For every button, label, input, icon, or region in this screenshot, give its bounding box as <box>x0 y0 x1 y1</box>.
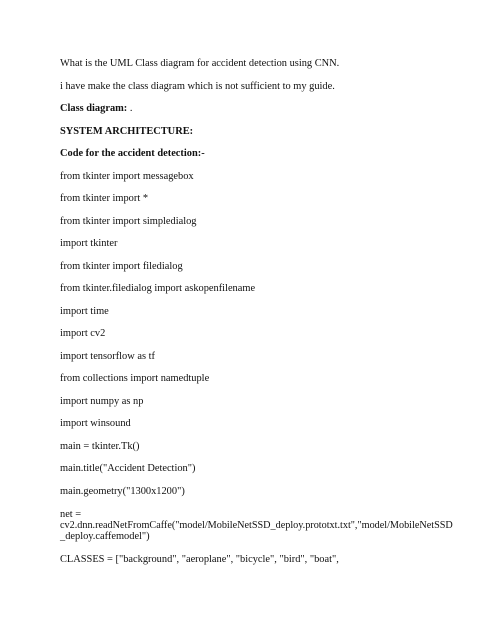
code-line: import tensorflow as tf <box>60 351 155 362</box>
class-diagram-heading <box>60 103 132 115</box>
code-line: import tkinter <box>60 238 118 249</box>
code-line: import winsound <box>60 418 131 429</box>
code-line: main.title("Accident Detection") <box>60 463 196 474</box>
question-text: What is the UML Class diagram for accident detection using CNN. <box>60 58 340 69</box>
code-line: from collections import namedtuple <box>60 373 210 384</box>
class-diagram-label: Class diagram: <box>60 103 128 114</box>
code-line: from tkinter import simpledialog <box>60 216 197 227</box>
classes-line: CLASSES = ["background", "aeroplane", "bicycle", "bird", "boat", <box>60 554 339 565</box>
system-architecture-heading: SYSTEM ARCHITECTURE: <box>60 126 194 137</box>
code-line: import time <box>60 306 109 317</box>
code-line: from tkinter import filedialog <box>60 261 183 272</box>
code-line: main.geometry("1300x1200") <box>60 486 185 497</box>
code-line: from tkinter import messagebox <box>60 171 194 182</box>
code-line: import numpy as np <box>60 396 144 407</box>
code-line: import cv2 <box>60 328 106 339</box>
class-diagram-suffix: . <box>127 103 133 114</box>
code-line: main = tkinter.Tk() <box>60 441 140 452</box>
code-line: from tkinter.filedialog import askopenfilename <box>60 283 256 294</box>
code-line: from tkinter import * <box>60 193 149 204</box>
net-call-line: cv2.dnn.readNetFromCaffe("model/MobileNetSSD_deploy.prototxt.txt","model/MobileNetSSD <box>60 520 453 531</box>
code-heading: Code for the accident detection:- <box>60 148 205 159</box>
net-assignment-line: net = <box>60 509 82 520</box>
net-call-continuation-line: _deploy.caffemodel") <box>60 531 150 542</box>
note-text: i have make the class diagram which is not sufficient to my guide. <box>60 81 335 92</box>
